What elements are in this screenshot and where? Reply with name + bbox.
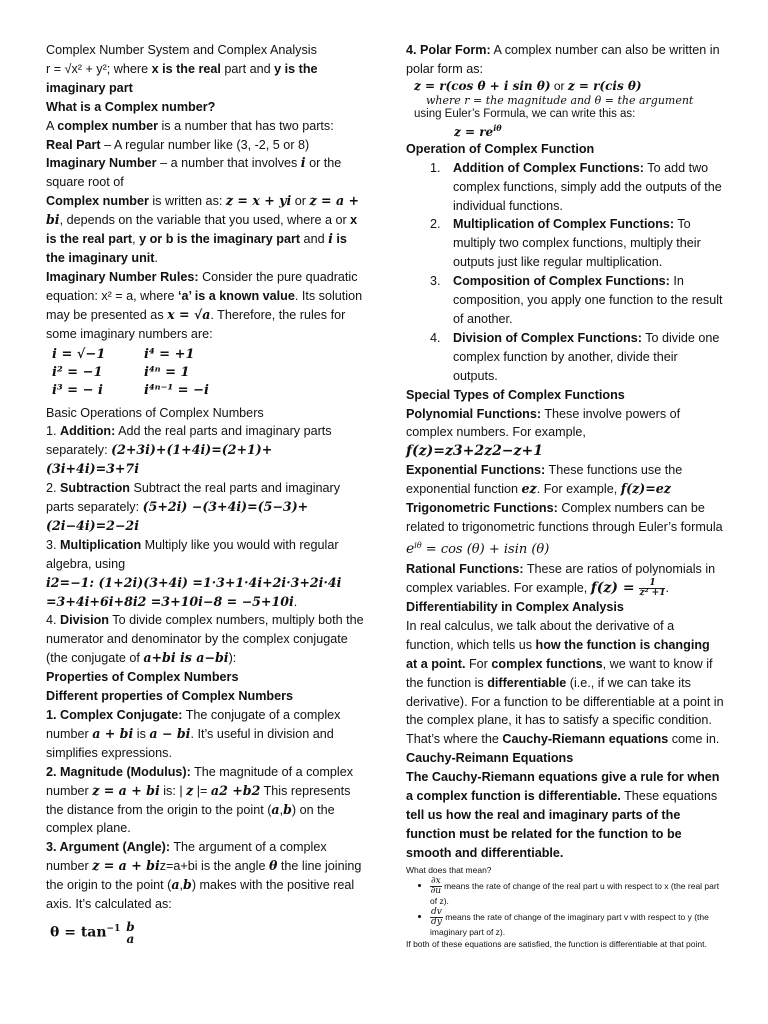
right-column bbox=[406, 41, 724, 950]
left-column bbox=[46, 41, 364, 945]
list-item: • $\frac{dv}{dy}$ means the rate of change of the imaginary part v with respect to y (the imaginary part of z). bbox=[430, 908, 724, 938]
derivative-fraction: • $\frac{\partial x}{\partial u}$ bbox=[430, 875, 442, 896]
exponential-item: Exponential Functions: These functions use the exponential function ez. For example, f(z)=ez bbox=[406, 463, 683, 497]
different-properties-heading: Different properties of Complex Numbers bbox=[46, 689, 294, 704]
rule-item: i⁴ = +1 bbox=[144, 346, 195, 362]
conjugate-item: 1. Complex Conjugate: The conjugate of a complex number a + bi is a − bi. It’s useful in division and simplifies expressions. bbox=[46, 708, 341, 760]
explanation-list bbox=[406, 877, 724, 938]
document-title: Complex Number System and Complex Analysis bbox=[46, 43, 317, 57]
argument-item: 3. Argument (Angle): The argument of a complex number z = a + biz=a+bi is the angle θ the line joining the origin to the point (a,b) makes with the positive real axis. It’s calculated as: bbox=[46, 840, 362, 912]
polar-formula: z = r(cos θ + i sin θ) or z = r(cis θ) bbox=[414, 78, 642, 93]
rules-grid bbox=[52, 346, 364, 400]
operations-list bbox=[406, 159, 724, 386]
what-is-heading: What is a Complex number? bbox=[46, 99, 216, 114]
written-form: Complex number is written as: z = x + yi or z = a + bi, depends on the variable that you used, where a or x is the real part, y or b is the imaginary part and i is the imaginary unit. bbox=[46, 193, 360, 265]
rule-item: i⁴ⁿ⁻¹ = −i bbox=[144, 382, 209, 398]
list-item: • $\frac{\partial x}{\partial u}$ means the rate of change of the real part u with respect to x (the real part of z). bbox=[430, 877, 724, 907]
list-item: 4. Division of Complex Functions: To divide one complex function by another, divide their outputs. bbox=[430, 330, 720, 383]
explanation-conclusion: If both of these equations are satisfied, the function is differentiable at that point. bbox=[406, 938, 707, 949]
subtraction-item: 2. Subtraction Subtract the real parts and imaginary parts separately: (5+2i) −(3+4i)=(5−3)+(2i−4i)=2−2i bbox=[46, 481, 340, 533]
polar-form-item: 4. Polar Form: A complex number can also be written in polar form as: bbox=[406, 43, 720, 76]
multiplication-item: 3. Multiplication Multiply like you would with regular algebra, using i2=−1: (1+2i)(3+4i) =1·3+1·4i+2i·3+2i·4i =3+4i+6i+8i2 =3+10i−8 = −5+10i. bbox=[46, 537, 342, 609]
derivative-fraction: • $\frac{dv}{dy}$ bbox=[431, 906, 442, 927]
imaginary-rules: Imaginary Number Rules: Consider the pure quadratic equation: x² = a, where ‘a’ is a known value. Its solution may be presented as x = √a. Therefore, the rules for some imaginary numbers are: bbox=[46, 269, 363, 341]
rational-fraction: $\frac{1}{\text{z² +1}}$ bbox=[639, 578, 666, 599]
rule-item: i³ = − i bbox=[52, 382, 103, 398]
rule-item: i⁴ⁿ = 1 bbox=[144, 364, 190, 380]
euler-formula: $z = re^{i\theta}$ bbox=[454, 122, 502, 139]
rule-item: i = √−1 bbox=[52, 346, 106, 362]
properties-heading: Properties of Complex Numbers bbox=[46, 670, 239, 685]
differentiability-heading: Differentiability in Complex Analysis bbox=[406, 600, 624, 615]
cauchy-riemann-paragraph: The Cauchy-Riemann equations give a rule for when a complex function is differentiable. These equations tell us how the real and imaginary parts of the function must be related for the function to be smooth and differentiable. bbox=[406, 770, 720, 860]
cauchy-riemann-heading: Cauchy-Reimann Equations bbox=[406, 751, 574, 766]
polynomial-item: Polynomial Functions: These involve powers of complex numbers. For example, f(z)=z3+2z2−z+1 bbox=[406, 406, 681, 460]
list-item: 3. Composition of Complex Functions: In composition, you apply one function to the result of another. bbox=[430, 274, 723, 326]
trigonometric-item: Trigonometric Functions: Complex numbers can be related to trigonometric functions through Euler’s formula $e^{i\theta} = \cos (\theta) + isin$ (θ) bbox=[406, 501, 723, 558]
imaginary-number-definition: Imaginary Number – a number that involves i or the square root of bbox=[46, 155, 342, 190]
special-types-heading: Special Types of Complex Functions bbox=[406, 387, 625, 402]
definition: A complex number is a number that has two parts: bbox=[46, 118, 334, 133]
real-part-definition: Real Part – A regular number like (3, -2, 5 or 8) bbox=[46, 137, 310, 152]
division-item: 4. Division To divide complex numbers, multiply both the numerator and denominator by the complex conjugate (the conjugate of a+bi is a−bi): bbox=[46, 613, 364, 666]
modulus-intro: r = √x² + y²; where x is the real part and y is the imaginary part bbox=[46, 61, 318, 95]
euler-line: using Euler’s Formula, we can write this as: bbox=[414, 107, 636, 120]
magnitude-item: 2. Magnitude (Modulus): The magnitude of a complex number z = a + bi is: | z |= a2 +b2 This represents the distance from the origin to the point (a,b) on the complex plane. bbox=[46, 764, 353, 836]
addition-item: 1. Addition: Add the real parts and imaginary parts separately: (2+3i)+(1+4i)=(2+1)+(3i+4i)=3+7i bbox=[46, 424, 332, 477]
rational-item: Rational Functions: These are ratios of polynomials in complex variables. For example, f(z) = $\frac{1}{\text{z² +1}}$ . bbox=[406, 561, 716, 599]
polar-note: where r = the magnitude and θ = the argument bbox=[426, 93, 694, 107]
argument-formula: $\theta = \tan^{-1}$ b a bbox=[50, 919, 135, 946]
argument-fraction: b a bbox=[126, 919, 135, 946]
differentiability-paragraph: In real calculus, we talk about the derivative of a function, which tells us how the function is changing at a point. For complex functions, we want to know if the function is differentiable (i.e., if we can take its derivative). For a function to be differentiable at a point in the complex plane, it has to satisfy a specific condition. That’s where the Cauchy-Riemann equations come in. bbox=[406, 618, 724, 747]
explanation-box bbox=[406, 865, 724, 950]
list-item: 2. Multiplication of Complex Functions: To multiply two complex functions, multiply their outputs just like regular multiplication. bbox=[430, 217, 701, 270]
operations-heading: Operation of Complex Function bbox=[406, 141, 595, 156]
basic-ops-heading: Basic Operations of Complex Numbers bbox=[46, 405, 264, 420]
explanation-question: What does that mean? bbox=[406, 864, 492, 875]
list-item: 1. Addition of Complex Functions: To add two complex functions, simply add the outputs of the individual functions. bbox=[430, 160, 722, 213]
rule-item: i² = −1 bbox=[52, 364, 103, 380]
